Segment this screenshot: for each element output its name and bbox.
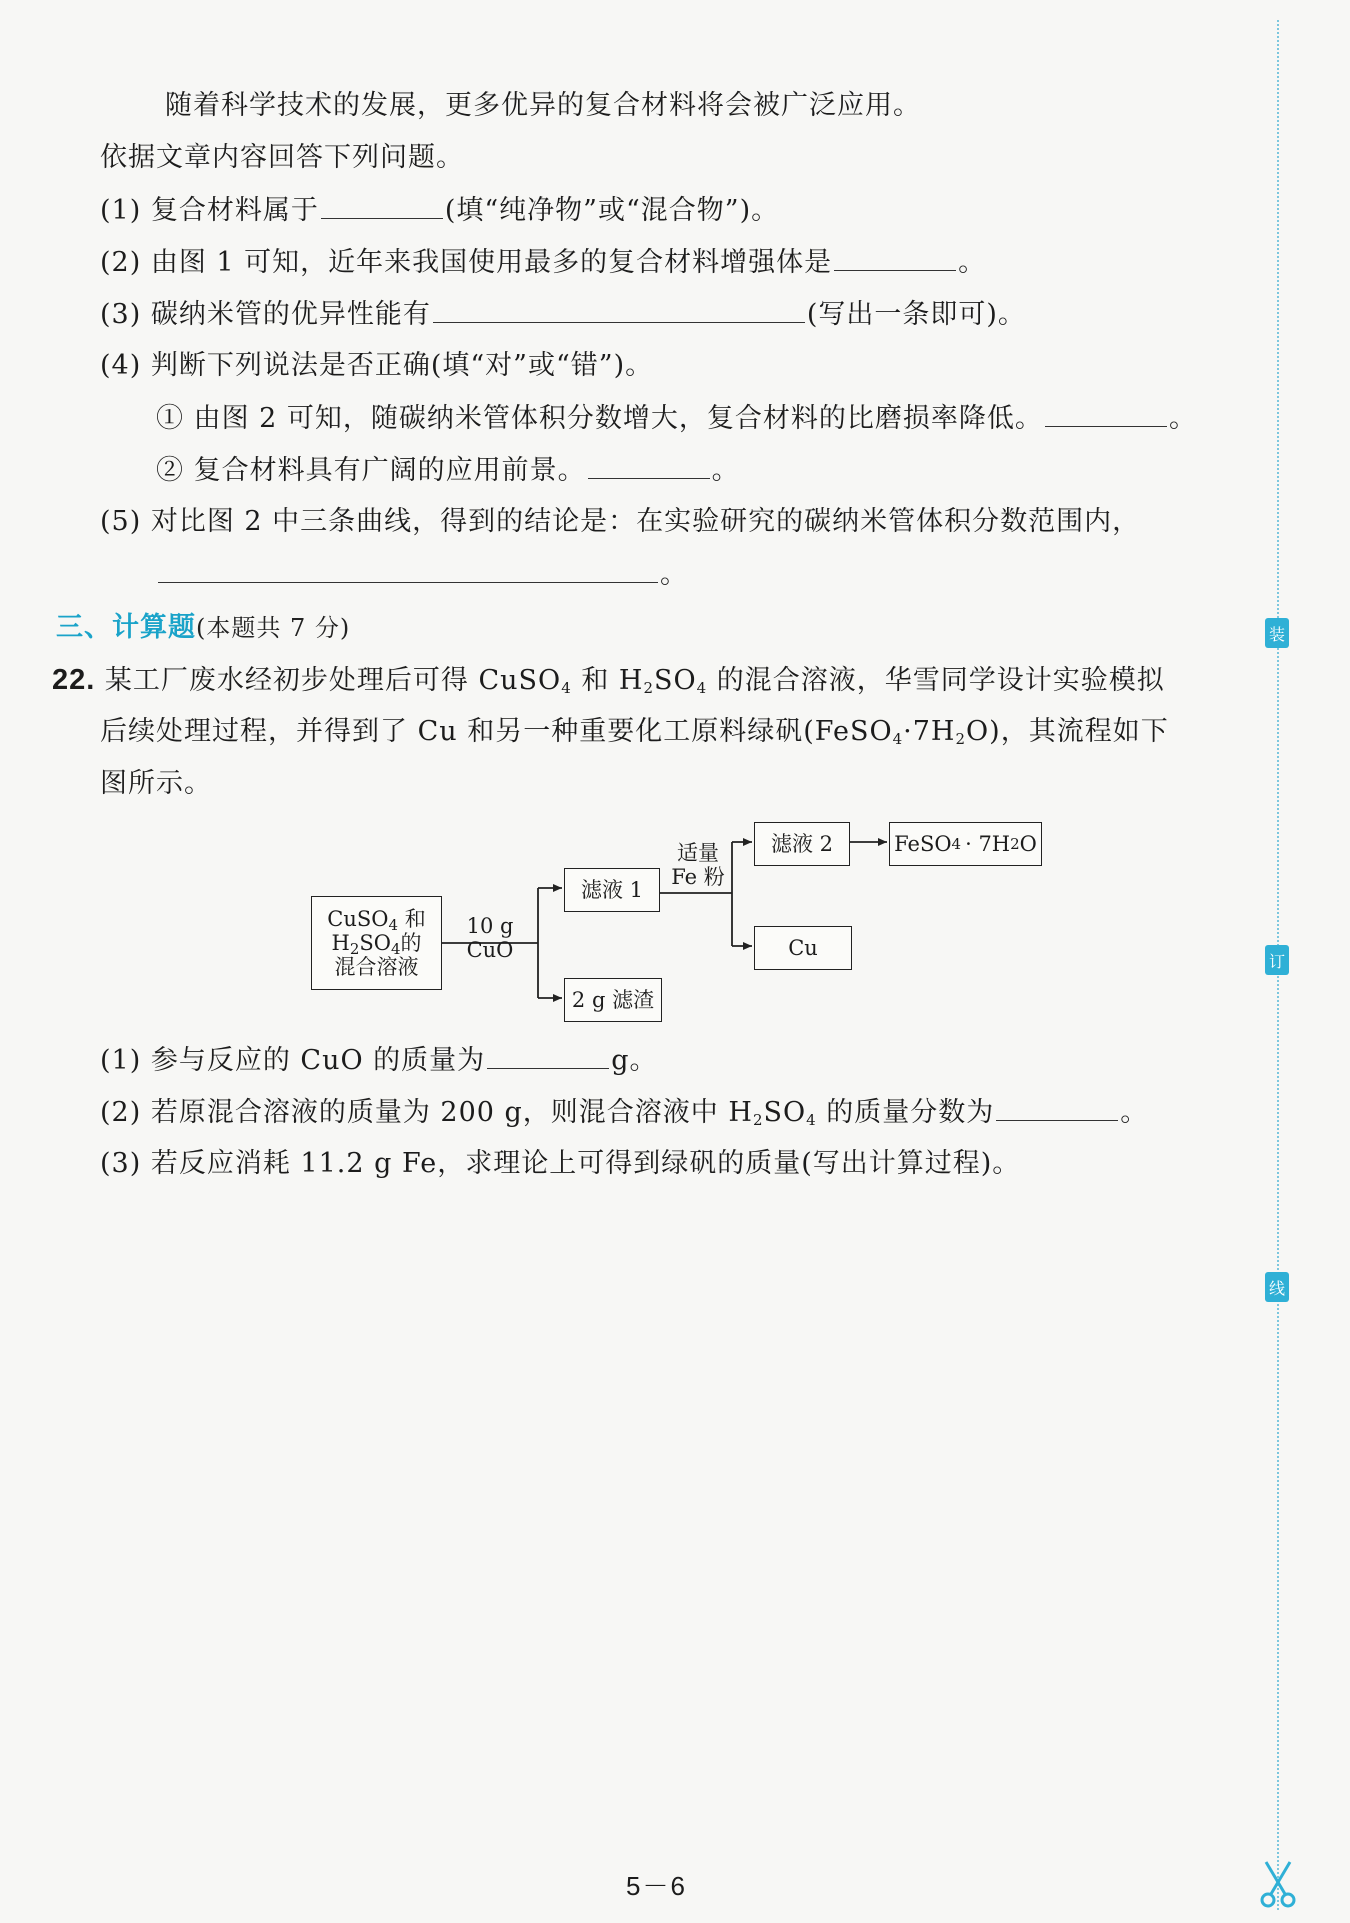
q22-text: 的混合溶液，华雪同学设计实验模拟 bbox=[707, 665, 1165, 696]
q22-line1 bbox=[52, 662, 1165, 699]
subscript: 4 bbox=[388, 916, 399, 934]
answer-blank[interactable] bbox=[588, 452, 710, 479]
scissors-icon bbox=[1258, 1858, 1298, 1914]
subscript: 4 bbox=[806, 1111, 817, 1129]
q22-text: 某工厂废水经初步处理后可得 CuSO bbox=[104, 665, 562, 696]
q21-part3 bbox=[100, 296, 1026, 333]
q21-part3-hint: (写出一条即可)。 bbox=[806, 299, 1026, 330]
instruction: 依据文章内容回答下列问题。 bbox=[100, 142, 464, 173]
q22-sub2 bbox=[100, 1094, 1148, 1131]
side-tag-zhuang: 装 bbox=[1265, 618, 1289, 648]
answer-blank[interactable] bbox=[158, 556, 658, 583]
question-number: 22. bbox=[52, 664, 96, 696]
q22-line2 bbox=[100, 714, 1169, 750]
answer-blank[interactable] bbox=[433, 296, 805, 323]
page-number: 5－6 bbox=[626, 1871, 687, 1901]
section-note: (本题共 7 分) bbox=[196, 614, 351, 642]
q22-text: SO bbox=[654, 665, 697, 696]
answer-blank[interactable] bbox=[1045, 400, 1167, 427]
answer-blank[interactable] bbox=[996, 1094, 1118, 1121]
product-box: FeSO 4 · 7H 2 O bbox=[889, 822, 1042, 866]
q22-line3: 图所示。 bbox=[100, 768, 212, 799]
residue-box: 2 g 滤渣 bbox=[564, 978, 662, 1022]
reagent-fe-line-2: Fe 粉 bbox=[671, 865, 725, 889]
q22-sub1-unit: g。 bbox=[611, 1045, 658, 1076]
intro-line: 随着科学技术的发展，更多优异的复合材料将会被广泛应用。 bbox=[165, 90, 921, 121]
formula-text: H bbox=[331, 931, 350, 955]
q21-part4-item2-statement: ② 复合材料具有广阔的应用前景。 bbox=[156, 455, 586, 486]
q21-part5-end: 。 bbox=[660, 559, 688, 590]
q22-sub2-prompt-end: 的质量分数为 bbox=[816, 1097, 995, 1128]
reagent-cuo-label: 10 g CuO bbox=[466, 914, 514, 962]
q21-part4: (4) 判断下列说法是否正确(填“对”或“错”)。 bbox=[100, 350, 654, 381]
q21-part1 bbox=[100, 192, 779, 229]
q21-part5: (5) 对比图 2 中三条曲线，得到的结论是：在实验研究的碳纳米管体积分数范围内， bbox=[100, 506, 1141, 537]
formula-text: · 7H bbox=[965, 832, 1011, 856]
q21-part4-item2-end: 。 bbox=[711, 455, 740, 486]
q22-sub1-prompt: (1) 参与反应的 CuO 的质量为 bbox=[100, 1045, 486, 1076]
q21-part2 bbox=[100, 244, 986, 281]
q22-sub2-prompt: (2) 若原混合溶液的质量为 200 g，则混合溶液中 H bbox=[100, 1097, 753, 1128]
section-heading bbox=[56, 610, 350, 646]
answer-blank[interactable] bbox=[487, 1042, 609, 1069]
filtrate2-box: 滤液 2 bbox=[754, 822, 850, 866]
q21-part2-end: 。 bbox=[958, 247, 987, 278]
q22-text: 和 H bbox=[571, 665, 644, 696]
formula-text: SO bbox=[359, 931, 391, 955]
side-tag-xian: 线 bbox=[1265, 1272, 1289, 1302]
copper-box: Cu bbox=[754, 926, 852, 970]
q22-sub1 bbox=[100, 1042, 657, 1079]
answer-blank[interactable] bbox=[834, 244, 956, 271]
formula-text: O bbox=[1019, 832, 1037, 856]
q21-part3-prompt: (3) 碳纳米管的优异性能有 bbox=[100, 299, 431, 330]
subscript: 4 bbox=[561, 679, 572, 697]
start-line-2 bbox=[331, 931, 422, 958]
subscript: 2 bbox=[955, 730, 967, 748]
formula-text: 和 bbox=[404, 907, 426, 931]
q22-text: ·7H bbox=[903, 716, 956, 747]
formula-text: FeSO bbox=[894, 832, 952, 856]
subscript: 4 bbox=[892, 730, 904, 748]
formula-text: 的 bbox=[400, 931, 422, 955]
start-line-3: 混合溶液 bbox=[334, 955, 419, 979]
q22-sub2-end: 。 bbox=[1120, 1097, 1149, 1128]
q21-part4-item2 bbox=[156, 452, 740, 489]
q22-text: O)，其流程如下 bbox=[966, 716, 1169, 747]
q21-part4-item1-statement: ① 由图 2 可知，随碳纳米管体积分数增大，复合材料的比磨损率降低。 bbox=[156, 403, 1043, 434]
subscript: 2 bbox=[643, 679, 654, 697]
answer-blank[interactable] bbox=[321, 192, 443, 219]
start-line-1 bbox=[327, 907, 426, 934]
start-solution-box bbox=[311, 896, 442, 990]
q21-part1-hint: (填“纯净物”或“混合物”)。 bbox=[444, 195, 780, 226]
q21-part5-answer-line bbox=[156, 556, 688, 593]
subscript: 4 bbox=[390, 940, 401, 958]
q22-sub3: (3) 若反应消耗 11.2 g Fe，求理论上可得到绿矾的质量(写出计算过程)。 bbox=[100, 1148, 1021, 1179]
q21-part4-item1 bbox=[156, 400, 1197, 437]
filtrate1-box: 滤液 1 bbox=[564, 868, 660, 912]
subscript: 4 bbox=[696, 679, 708, 697]
q22-sub2-formula: SO bbox=[763, 1097, 807, 1128]
q21-part1-prompt: (1) 复合材料属于 bbox=[100, 195, 319, 226]
side-tag-ding: 订 bbox=[1265, 945, 1289, 975]
subscript: 2 bbox=[349, 940, 360, 958]
subscript: 2 bbox=[752, 1111, 764, 1129]
q22-text: 后续处理过程，并得到了 Cu 和另一种重要化工原料绿矾(FeSO bbox=[100, 716, 893, 747]
formula-text: CuSO bbox=[327, 907, 389, 931]
q21-part2-prompt: (2) 由图 1 可知，近年来我国使用最多的复合材料增强体是 bbox=[100, 247, 833, 278]
q21-part4-item1-end: 。 bbox=[1168, 403, 1197, 434]
section-title: 三、计算题 bbox=[56, 612, 196, 643]
reagent-fe-line-1: 适量 bbox=[677, 841, 719, 865]
reagent-fe-label bbox=[664, 841, 732, 889]
